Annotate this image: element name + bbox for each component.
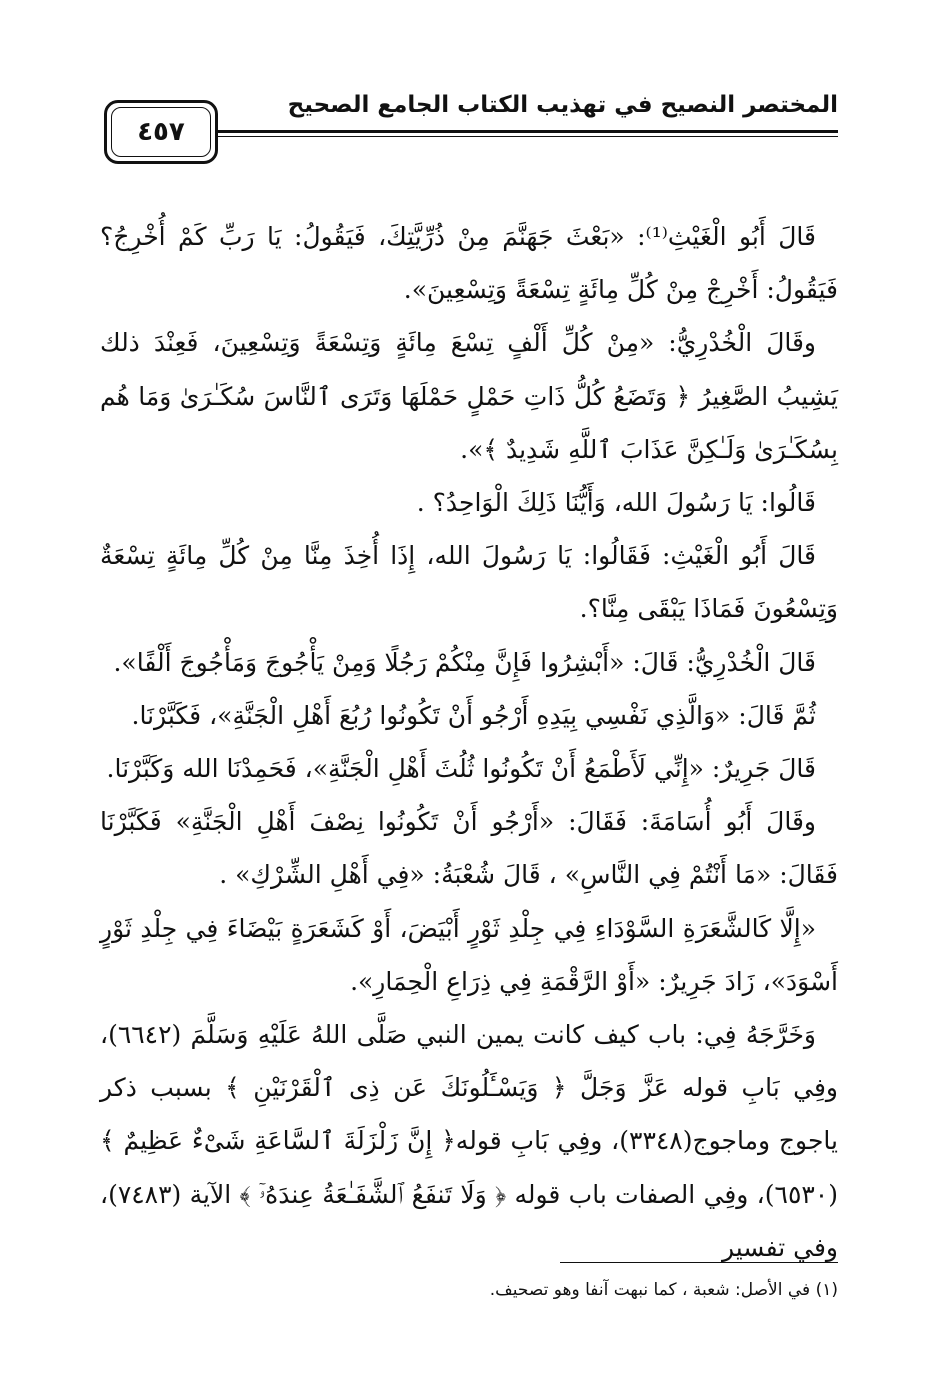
footnote: (١) في الأصل: شعبة ، كما نبهت آنفا وهو تصحيف. — [489, 1280, 838, 1300]
footnote-separator — [560, 1262, 838, 1263]
paragraph: قَالَ جَرِيرٌ: «إِنِّي لَأَطْمَعُ أَنْ تَكُونُوا ثُلُثَ أَهْلِ الْجَنَّةِ»، فَحَمِدْنَا الله وَكَبَّرْنَا. — [106, 754, 816, 784]
paragraph: قَالَ أَبُو الْغَيْثِ: فَقَالُوا: يَا رَسُولَ الله، إِذَا أُخِذَ مِنَّا مِنْ كُلِّ مِائَةٍ تِسْعَةٌ وَتِسْعُونَ فَمَاذَا يَبْقَى مِنَّا؟. — [100, 541, 838, 624]
paragraph: وقَالَ الْخُدْرِيُّ: «مِنْ كُلِّ أَلْفٍ تِسْعَ مِائَةٍ وَتِسْعَةً وَتِسْعِينَ، فَعِنْدَ ذلك يَشِيبُ الصَّغِيرُ ﴿ وَتَضَعُ كُلُّ ذَاتِ حَمْلٍ حَمْلَهَا وَتَرَى ٱلنَّاسَ سُكَـٰرَىٰ وَمَا هُم بِسُكَـٰرَىٰ وَلَـٰكِنَّ عَذَابَ ٱللَّهِ شَدِيدٌ ﴾». — [100, 328, 838, 464]
paragraph: قَالَ الْخُدْرِيُّ: قَالَ: «أَبْشِرُوا فَإِنَّ مِنْكُمْ رَجُلًا وَمِنْ يَأْجُوجَ وَمَأْجُوجَ أَلْفًا». — [113, 647, 816, 677]
body-text — [100, 210, 838, 1274]
paragraph: وَخَرَّجَهُ فِي: باب كيف كانت يمين النبي صَلَّى اللهُ عَلَيْهِ وَسَلَّمَ (٦٦٤٢)، وفِي بَابِ قوله عَزَّ وَجَلَّ ﴿ وَيَسْـَٔلُونَكَ عَن ذِى ٱلْقَرْنَيْنِ ﴾ بسبب ذكر ياجوج وماجوج(٣٣٤٨)، وفِي بَابِ قوله﴿ إِنَّ زَلْزَلَةَ ٱلسَّاعَةِ شَىْءٌ عَظِيمٌ ﴾(٦٥٣٠)، وفِي الصفات باب قوله ﴿ وَلَا تَنفَعُ ٱلشَّفَـٰعَةُ عِندَهُۥٓ ﴾ الآية (٧٤٨٣)، وفي تفسير — [100, 1020, 838, 1262]
header-rule-thin — [210, 136, 838, 137]
running-header-title: المختصر النصيح في تهذيب الكتاب الجامع الصحيح — [287, 92, 838, 118]
page-number: ٤٥٧ — [137, 117, 185, 147]
paragraph: وقَالَ أَبُو أُسَامَةَ: فَقَالَ: «أَرْجُو أَنْ تَكُونُوا نِصْفَ أَهْلِ الْجَنَّةِ» فَكَبَّرْنَا فَقَالَ: «مَا أَنْتُمْ فِي النَّاسِ» ، قَالَ شُعْبَةُ: «فِي أَهْلِ الشِّرْكِ» . — [100, 807, 838, 890]
page-number-frame — [104, 100, 218, 164]
paragraph: «إِلَّا كَالشَّعَرَةِ السَّوْدَاءِ فِي جِلْدِ ثَوْرٍ أَبْيَضَ، أَوْ كَشَعَرَةٍ بَيْضَاءَ فِي جِلْدِ ثَوْرٍ أَسْوَدَ»، زَادَ جَرِيرٌ: «أَوْ الرَّقْمَةِ فِي ذِرَاعِ الْحِمَارِ». — [100, 913, 838, 996]
paragraph: ثُمَّ قَالَ: «وَالَّذِي نَفْسِي بِيَدِهِ أَرْجُو أَنْ تَكُونُوا رُبُعَ أَهْلِ الْجَنَّةِ»، فَكَبَّرْنَا. — [131, 700, 816, 730]
paragraph: قَالُوا: يَا رَسُولَ الله، وَأَيُّنَا ذَلِكَ الْوَاحِدُ؟ . — [416, 488, 816, 518]
paragraph: قَالَ أَبُو الْغَيْثِ⁽¹⁾: «بَعْثَ جَهَنَّمَ مِنْ ذُرِّيَّتِكَ، فَيَقُولُ: يَا رَبِّ كَمْ أُخْرِجُ؟ فَيَقُولُ: أَخْرِجْ مِنْ كُلِّ مِائَةٍ تِسْعَةً وَتِسْعِينَ». — [100, 222, 838, 305]
